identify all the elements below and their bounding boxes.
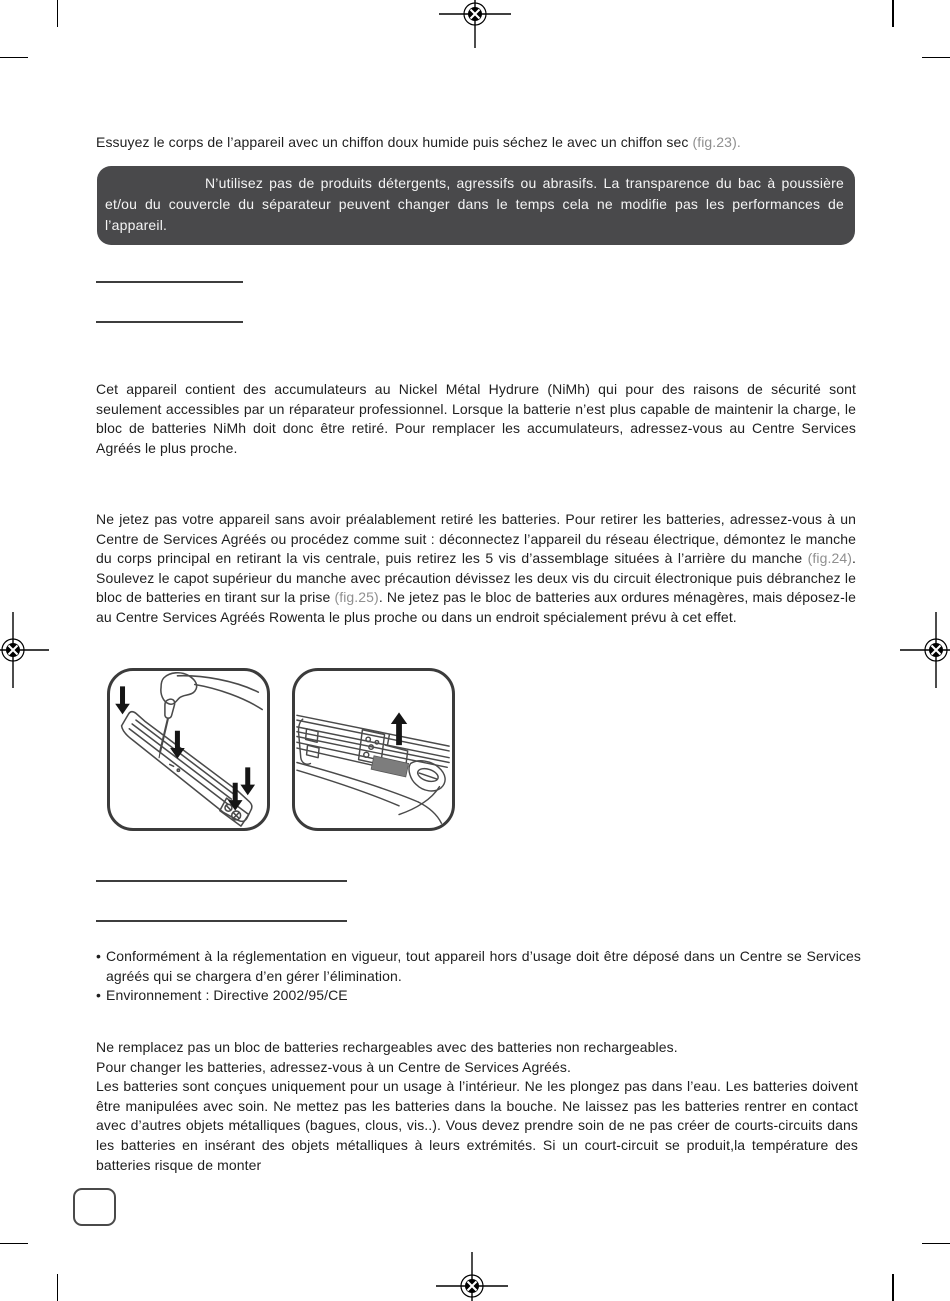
regulation-bullet [96, 986, 861, 1006]
down-arrow-icons [115, 686, 255, 810]
crop-mark-top-right-h [922, 57, 950, 59]
crop-mark-top-right-v [892, 0, 894, 27]
warning-notice-box [97, 166, 855, 245]
section-rule-1a [96, 281, 243, 283]
section-rule-2a [96, 880, 347, 882]
battery-info-paragraph: Cet appareil contient des accumulateurs au Nickel Métal Hydrure (NiMh) qui pour des raisons de sécurité sont seulement accessibles par un réparateur professionnel. Lorsque la batterie n’est plus capable de maintenir la charge, le bloc de batteries NiMh doit donc être retiré. Pour remplacer les accumulateurs, adressez-vous au Centre Services Agréés le plus proche. [96, 381, 856, 456]
figure-25 [292, 668, 455, 831]
figure-reference: (fig.23). [692, 134, 741, 150]
figure-reference: (fig.25) [334, 589, 379, 606]
regulation-bullets [96, 947, 861, 1006]
handle-screws-removal-illustration [110, 671, 267, 828]
bullet-text: Conformément à la réglementation en vigueur, tout appareil hors d’usage doit être déposé dans un Centre se Services agréés qui se chargera d’en gérer l’élimination. [106, 948, 861, 984]
registration-mark-left [0, 610, 53, 690]
crop-mark-bottom-left-h [0, 1243, 28, 1245]
bullet-icon: • [96, 948, 102, 964]
battery-removal-paragraph [96, 510, 856, 628]
safety-paragraph: Les batteries sont conçues uniquement pour un usage à l’intérieur. Ne les plongez pas dans l’eau. Les batteries doivent être manipulées avec soin. Ne mettez pas les batteries dans la bouche. Ne laissez pas les batteries rentrer en contact avec d’autres objets métalliques (bagues, clous, vis..). Vous devez prendre soin de ne pas créer de courts-circuits dans les batteries en insérant des objets métalliques à leurs extrémités. Si un court-circuit se produit,la température des batteries risque de monter [96, 1078, 858, 1173]
cleaning-instruction-line [96, 133, 741, 153]
crop-mark-bottom-right-h [922, 1243, 950, 1245]
safety-line-1: Ne remplacez pas un bloc de batteries rechargeables avec des batteries non rechargeables. [96, 1039, 678, 1055]
registration-mark-top [435, 0, 515, 54]
battery-pack-removal-illustration [295, 671, 452, 828]
text-segment: . Soulevez le capot supérieur du manche avec précaution dévissez les deux vis du circuit électronique puis débranchez le bloc de batteries en tirant sur la prise [96, 550, 856, 606]
registration-mark-bottom [432, 1246, 512, 1301]
figure-reference: (fig.24) [807, 550, 852, 567]
figure-24 [107, 668, 270, 831]
crop-mark-bottom-left-v [57, 1274, 59, 1301]
page-number-box [73, 1188, 116, 1226]
text-segment: Essuyez le corps de l’appareil avec un chiffon doux humide puis séchez le avec un chiffon sec [96, 134, 693, 150]
crop-mark-top-left-v [57, 0, 59, 27]
bullet-text: Environnement : Directive 2002/95/CE [106, 987, 348, 1004]
section-rule-2b [96, 920, 347, 922]
registration-mark-right [896, 610, 950, 690]
safety-line-2: Pour changer les batteries, adressez-vous à un Centre de Services Agréés. [96, 1058, 571, 1075]
crop-mark-bottom-right-v [892, 1274, 894, 1301]
warning-notice-text: N’utilisez pas de produits détergents, agressifs ou abrasifs. La transparence du bac à poussière et/ou du couvercle du séparateur peuvent changer dans le temps cela ne modifie pas les performances de l’appareil. [105, 175, 844, 233]
text-segment: Ne jetez pas votre appareil sans avoir préalablement retiré les batteries. Pour retirer les batteries, adressez-vous à un Centre de Services Agréés ou procédez comme suit : déconnectez l’appareil du réseau électrique, démontez le manche du corps principal en retirant la vis centrale, puis retirez les 5 vis d’assemblage situées à l’arrière du manche [96, 511, 856, 567]
crop-mark-top-left-h [0, 57, 28, 59]
regulation-bullet [96, 947, 861, 986]
battery-safety-block [96, 1038, 858, 1175]
text-segment: . Ne jetez pas le bloc de batteries aux ordures ménagères, mais déposez-le au Centre Services Agréés Rowenta le plus proche ou dans un endroit spécialement prévu à cet effet. [96, 589, 856, 625]
section-rule-1b [96, 321, 243, 323]
bullet-icon: • [96, 987, 102, 1004]
